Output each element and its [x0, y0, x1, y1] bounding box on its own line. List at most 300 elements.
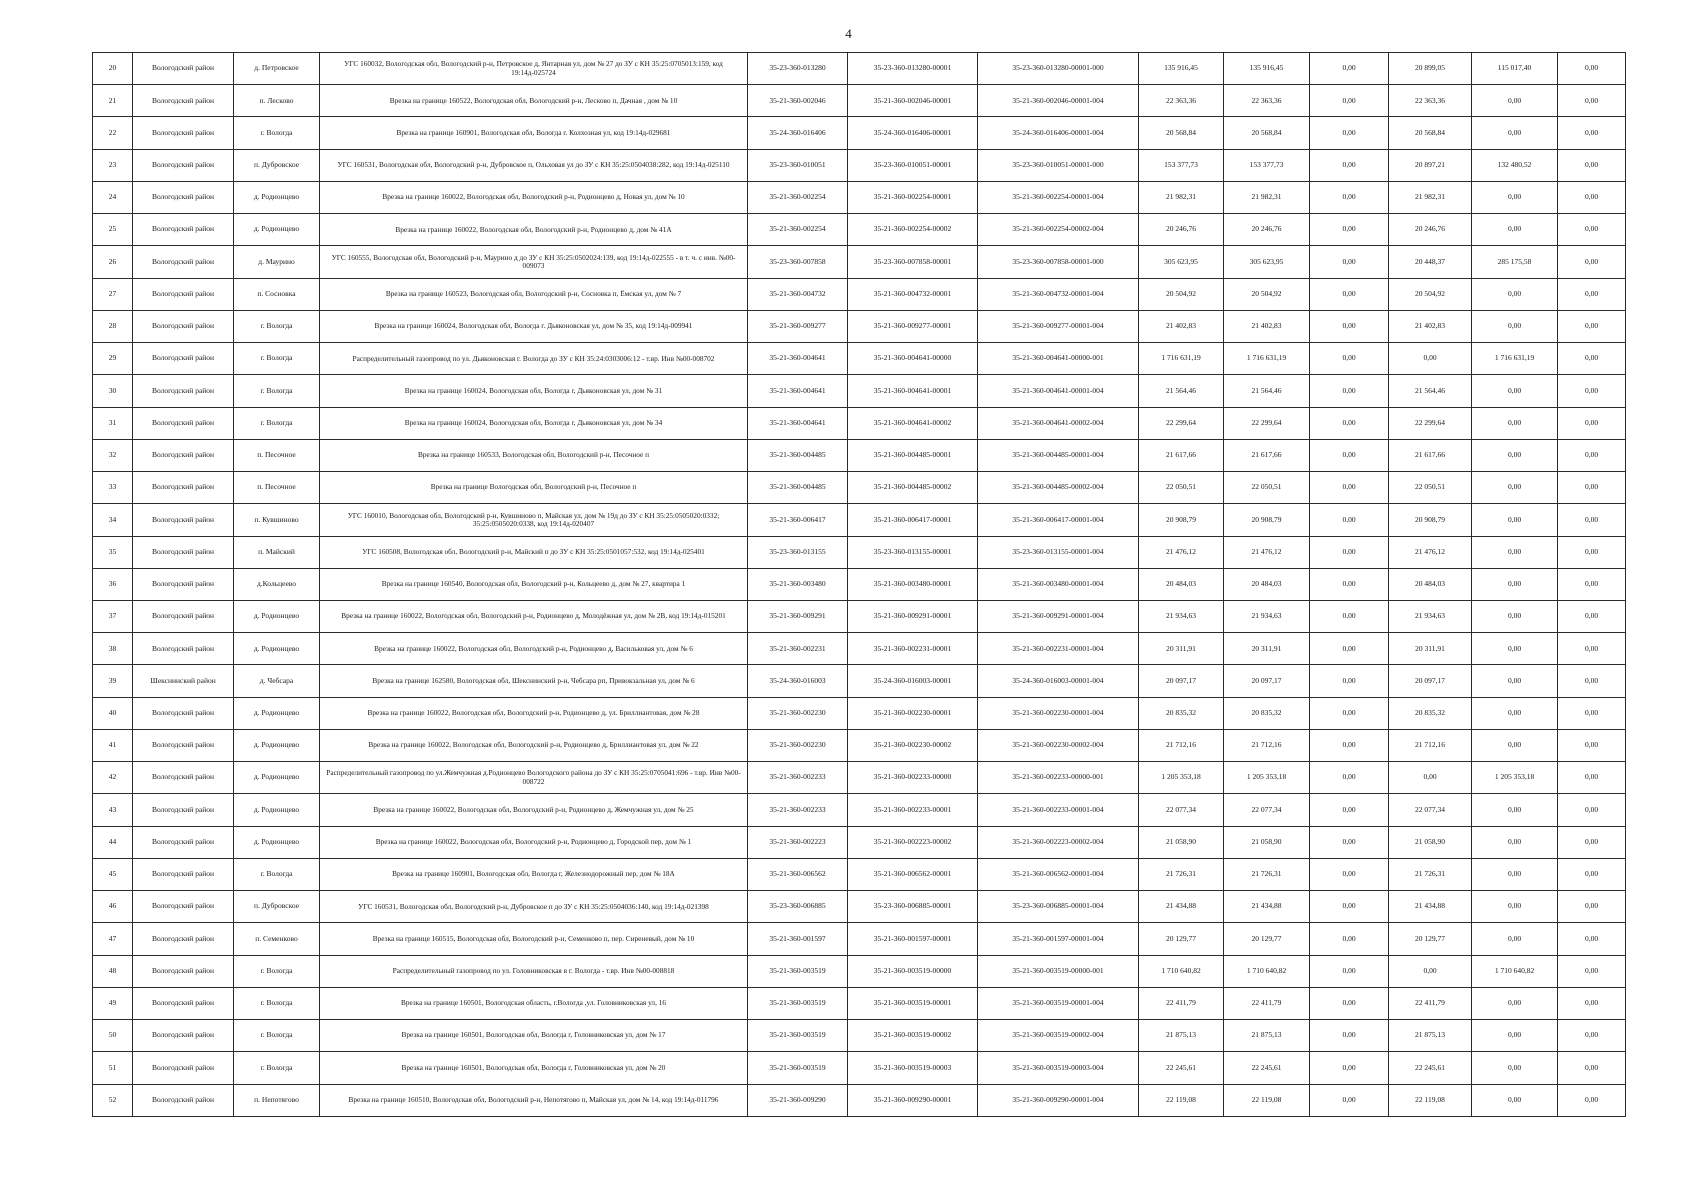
object-code-cell: 35-21-360-003519 [748, 955, 848, 987]
row-number-cell: 50 [93, 1020, 133, 1052]
district-cell: Вологодский район [133, 149, 234, 181]
district-cell: Вологодский район [133, 343, 234, 375]
address-cell: УГС 160531, Вологодская обл, Вологодский р-н, Дубровское п, Ольховая ул до ЗУ с КН 35:25:0504038:282, код 19:14д-025110 [320, 149, 748, 181]
row-number-cell: 27 [93, 278, 133, 310]
amount-book-cell: 20 246,76 [1224, 214, 1310, 246]
settlement-cell: г. Вологда [234, 987, 320, 1019]
settlement-cell: п. Лесково [234, 85, 320, 117]
full-code-cell: 35-21-360-006417-00001-004 [978, 504, 1139, 536]
address-cell: УГС 160531, Вологодская обл, Вологодский р-н, Дубровское п до ЗУ с КН 35:25:0504036:140, код 19:14д-021398 [320, 891, 748, 923]
sub-object-code-cell: 35-21-360-002233-00000 [848, 762, 978, 794]
register-table [92, 52, 1626, 1117]
amount-c4-cell: 21 434,88 [1389, 891, 1472, 923]
sub-object-code-cell: 35-21-360-002254-00002 [848, 214, 978, 246]
amount-c4-cell: 20 448,37 [1389, 246, 1472, 278]
full-code-cell: 35-21-360-002233-00000-001 [978, 762, 1139, 794]
amount-total-cell: 22 411,79 [1139, 987, 1224, 1019]
amount-c4-cell: 0,00 [1389, 343, 1472, 375]
full-code-cell: 35-21-360-004641-00001-004 [978, 375, 1139, 407]
amount-c4-cell: 20 908,79 [1389, 504, 1472, 536]
amount-c3-cell: 0,00 [1310, 1084, 1389, 1117]
row-number-cell: 37 [93, 600, 133, 632]
amount-c6-cell: 0,00 [1558, 343, 1626, 375]
sub-object-code-cell: 35-21-360-002230-00002 [848, 729, 978, 761]
table-row [93, 343, 1626, 375]
district-cell: Вологодский район [133, 1020, 234, 1052]
row-number-cell: 46 [93, 891, 133, 923]
amount-c6-cell: 0,00 [1558, 278, 1626, 310]
amount-total-cell: 22 119,08 [1139, 1084, 1224, 1117]
amount-c3-cell: 0,00 [1310, 826, 1389, 858]
district-cell: Вологодский район [133, 697, 234, 729]
amount-total-cell: 1 205 353,18 [1139, 762, 1224, 794]
row-number-cell: 25 [93, 214, 133, 246]
sub-object-code-cell: 35-24-360-016406-00001 [848, 117, 978, 149]
amount-c4-cell: 20 129,77 [1389, 923, 1472, 955]
full-code-cell: 35-21-360-002254-00001-004 [978, 181, 1139, 213]
amount-total-cell: 20 311,91 [1139, 633, 1224, 665]
district-cell: Вологодский район [133, 278, 234, 310]
amount-c5-cell: 0,00 [1472, 214, 1558, 246]
address-cell: Распределительный газопровод по ул. Дьяконовская г. Вологда до ЗУ с КН 35:24:0303006:12 - т.вр. Инв №00-008702 [320, 343, 748, 375]
settlement-cell: п. Песочное [234, 439, 320, 471]
amount-c4-cell: 20 835,32 [1389, 697, 1472, 729]
settlement-cell: г. Вологда [234, 375, 320, 407]
amount-c5-cell: 0,00 [1472, 600, 1558, 632]
row-number-cell: 22 [93, 117, 133, 149]
row-number-cell: 38 [93, 633, 133, 665]
full-code-cell: 35-21-360-009290-00001-004 [978, 1084, 1139, 1117]
amount-c3-cell: 0,00 [1310, 181, 1389, 213]
amount-c5-cell: 0,00 [1472, 568, 1558, 600]
address-cell: Врезка на границе 160024, Вологодская обл, Вологда г, Дьяконовская ул, дом № 31 [320, 375, 748, 407]
amount-c3-cell: 0,00 [1310, 633, 1389, 665]
address-cell: Врезка на границе 160523, Вологодская обл, Вологодский р-н, Сосновка п, Ёмская ул, дом № 7 [320, 278, 748, 310]
table-row [93, 633, 1626, 665]
row-number-cell: 51 [93, 1052, 133, 1084]
amount-c3-cell: 0,00 [1310, 375, 1389, 407]
amount-c4-cell: 22 245,61 [1389, 1052, 1472, 1084]
amount-c4-cell: 21 402,83 [1389, 310, 1472, 342]
object-code-cell: 35-21-360-002230 [748, 729, 848, 761]
amount-total-cell: 153 377,73 [1139, 149, 1224, 181]
sub-object-code-cell: 35-23-360-013155-00001 [848, 536, 978, 568]
full-code-cell: 35-21-360-004641-00000-001 [978, 343, 1139, 375]
table-row [93, 246, 1626, 278]
settlement-cell: п. Кувшиново [234, 504, 320, 536]
amount-c6-cell: 0,00 [1558, 600, 1626, 632]
settlement-cell: д. Родионцево [234, 600, 320, 632]
amount-c6-cell: 0,00 [1558, 504, 1626, 536]
amount-c3-cell: 0,00 [1310, 439, 1389, 471]
amount-c3-cell: 0,00 [1310, 1020, 1389, 1052]
amount-c5-cell: 1 716 631,19 [1472, 343, 1558, 375]
object-code-cell: 35-21-360-003519 [748, 987, 848, 1019]
amount-c3-cell: 0,00 [1310, 504, 1389, 536]
amount-c4-cell: 21 476,12 [1389, 536, 1472, 568]
amount-c5-cell: 0,00 [1472, 923, 1558, 955]
amount-c4-cell: 20 246,76 [1389, 214, 1472, 246]
table-body [93, 53, 1626, 1117]
sub-object-code-cell: 35-21-360-002233-00001 [848, 794, 978, 826]
full-code-cell: 35-23-360-013155-00001-004 [978, 536, 1139, 568]
row-number-cell: 28 [93, 310, 133, 342]
district-cell: Вологодский район [133, 246, 234, 278]
district-cell: Шекснинский район [133, 665, 234, 697]
row-number-cell: 21 [93, 85, 133, 117]
table-row [93, 923, 1626, 955]
amount-total-cell: 20 129,77 [1139, 923, 1224, 955]
amount-book-cell: 22 119,08 [1224, 1084, 1310, 1117]
amount-book-cell: 22 077,34 [1224, 794, 1310, 826]
table-row [93, 891, 1626, 923]
district-cell: Вологодский район [133, 794, 234, 826]
amount-book-cell: 20 908,79 [1224, 504, 1310, 536]
district-cell: Вологодский район [133, 729, 234, 761]
object-code-cell: 35-21-360-002233 [748, 794, 848, 826]
amount-c3-cell: 0,00 [1310, 310, 1389, 342]
object-code-cell: 35-21-360-009277 [748, 310, 848, 342]
amount-c3-cell: 0,00 [1310, 343, 1389, 375]
amount-book-cell: 20 311,91 [1224, 633, 1310, 665]
amount-c6-cell: 0,00 [1558, 375, 1626, 407]
amount-c4-cell: 0,00 [1389, 955, 1472, 987]
amount-book-cell: 22 299,64 [1224, 407, 1310, 439]
address-cell: Врезка на границе 160022, Вологодская обл, Вологодский р-н, Родионцево д, ул. Бриллиантовая, дом № 28 [320, 697, 748, 729]
district-cell: Вологодский район [133, 310, 234, 342]
sub-object-code-cell: 35-21-360-002231-00001 [848, 633, 978, 665]
amount-c6-cell: 0,00 [1558, 568, 1626, 600]
settlement-cell: д. Родионцево [234, 633, 320, 665]
table-row [93, 697, 1626, 729]
address-cell: УГС 160508, Вологодская обл, Вологодский р-н, Майский п до ЗУ с КН 35:25:0501057:532, код 19:14д-025401 [320, 536, 748, 568]
object-code-cell: 35-21-360-004485 [748, 439, 848, 471]
amount-c6-cell: 0,00 [1558, 1052, 1626, 1084]
amount-c3-cell: 0,00 [1310, 85, 1389, 117]
amount-book-cell: 20 129,77 [1224, 923, 1310, 955]
row-number-cell: 47 [93, 923, 133, 955]
amount-c4-cell: 21 564,46 [1389, 375, 1472, 407]
address-cell: Врезка на границе 160501, Вологодская область, г.Вологда ,ул. Головниковская ул, 16 [320, 987, 748, 1019]
amount-c3-cell: 0,00 [1310, 987, 1389, 1019]
district-cell: Вологодский район [133, 439, 234, 471]
row-number-cell: 45 [93, 858, 133, 890]
settlement-cell: д. Родионцево [234, 794, 320, 826]
sub-object-code-cell: 35-21-360-001597-00001 [848, 923, 978, 955]
full-code-cell: 35-21-360-002223-00002-004 [978, 826, 1139, 858]
amount-c6-cell: 0,00 [1558, 762, 1626, 794]
settlement-cell: г. Вологда [234, 310, 320, 342]
amount-book-cell: 135 916,45 [1224, 53, 1310, 85]
district-cell: Вологодский район [133, 1052, 234, 1084]
sub-object-code-cell: 35-21-360-006417-00001 [848, 504, 978, 536]
settlement-cell: д. Родионцево [234, 762, 320, 794]
full-code-cell: 35-21-360-002233-00001-004 [978, 794, 1139, 826]
table-row [93, 1084, 1626, 1117]
table-row [93, 955, 1626, 987]
full-code-cell: 35-21-360-001597-00001-004 [978, 923, 1139, 955]
full-code-cell: 35-21-360-004485-00002-004 [978, 472, 1139, 504]
amount-c6-cell: 0,00 [1558, 665, 1626, 697]
table-row [93, 117, 1626, 149]
full-code-cell: 35-21-360-003480-00001-004 [978, 568, 1139, 600]
amount-book-cell: 20 504,92 [1224, 278, 1310, 310]
amount-total-cell: 21 712,16 [1139, 729, 1224, 761]
table-row [93, 85, 1626, 117]
object-code-cell: 35-21-360-002233 [748, 762, 848, 794]
address-cell: УГС 160010, Вологодская обл, Вологодский р-н, Кувшиново п, Майская ул, дом № 19д до ЗУ с КН 35:25:0505020:0332; 35:25:0505020:0338, код 19:14д-020407 [320, 504, 748, 536]
object-code-cell: 35-21-360-002231 [748, 633, 848, 665]
amount-c5-cell: 1 205 353,18 [1472, 762, 1558, 794]
settlement-cell: д. Родионцево [234, 729, 320, 761]
amount-c5-cell: 0,00 [1472, 858, 1558, 890]
object-code-cell: 35-21-360-004732 [748, 278, 848, 310]
amount-c3-cell: 0,00 [1310, 472, 1389, 504]
amount-c6-cell: 0,00 [1558, 858, 1626, 890]
amount-c6-cell: 0,00 [1558, 53, 1626, 85]
amount-c5-cell: 0,00 [1472, 891, 1558, 923]
amount-c3-cell: 0,00 [1310, 697, 1389, 729]
amount-c5-cell: 0,00 [1472, 536, 1558, 568]
settlement-cell: п. Семенково [234, 923, 320, 955]
amount-c6-cell: 0,00 [1558, 987, 1626, 1019]
row-number-cell: 41 [93, 729, 133, 761]
district-cell: Вологодский район [133, 891, 234, 923]
object-code-cell: 35-23-360-010051 [748, 149, 848, 181]
sub-object-code-cell: 35-24-360-016003-00001 [848, 665, 978, 697]
amount-c5-cell: 0,00 [1472, 633, 1558, 665]
amount-total-cell: 1 710 640,82 [1139, 955, 1224, 987]
object-code-cell: 35-21-360-006417 [748, 504, 848, 536]
amount-book-cell: 21 434,88 [1224, 891, 1310, 923]
amount-c4-cell: 22 050,51 [1389, 472, 1472, 504]
object-code-cell: 35-21-360-002254 [748, 181, 848, 213]
settlement-cell: д. Родионцево [234, 214, 320, 246]
amount-c6-cell: 0,00 [1558, 826, 1626, 858]
amount-total-cell: 135 916,45 [1139, 53, 1224, 85]
amount-total-cell: 22 299,64 [1139, 407, 1224, 439]
address-cell: Врезка на границе 160024, Вологодская обл, Вологда г, Дьяконовская ул, дом № 34 [320, 407, 748, 439]
amount-total-cell: 20 835,32 [1139, 697, 1224, 729]
amount-c3-cell: 0,00 [1310, 665, 1389, 697]
amount-c6-cell: 0,00 [1558, 955, 1626, 987]
amount-c6-cell: 0,00 [1558, 85, 1626, 117]
amount-c3-cell: 0,00 [1310, 568, 1389, 600]
row-number-cell: 30 [93, 375, 133, 407]
amount-c5-cell: 0,00 [1472, 665, 1558, 697]
row-number-cell: 35 [93, 536, 133, 568]
address-cell: УГС 160555, Вологодская обл, Вологодский р-н, Маурино д до ЗУ с КН 35:25:0502024:139, код 19:14д-022555 - в т. ч. с инв. №00-009073 [320, 246, 748, 278]
address-cell: Врезка на границе 160522, Вологодская обл, Вологодский р-н, Лесково п, Дачная , дом № 10 [320, 85, 748, 117]
amount-c4-cell: 21 934,63 [1389, 600, 1472, 632]
row-number-cell: 29 [93, 343, 133, 375]
address-cell: Врезка на границе 160022, Вологодская обл, Вологодский р-н, Родионцево д, Новая ул, дом № 10 [320, 181, 748, 213]
district-cell: Вологодский район [133, 1084, 234, 1117]
amount-c3-cell: 0,00 [1310, 729, 1389, 761]
amount-c5-cell: 285 175,58 [1472, 246, 1558, 278]
amount-total-cell: 1 716 631,19 [1139, 343, 1224, 375]
amount-c4-cell: 22 119,08 [1389, 1084, 1472, 1117]
amount-c5-cell: 115 017,40 [1472, 53, 1558, 85]
amount-total-cell: 20 484,03 [1139, 568, 1224, 600]
settlement-cell: д. Петровское [234, 53, 320, 85]
district-cell: Вологодский район [133, 85, 234, 117]
amount-c5-cell: 0,00 [1472, 310, 1558, 342]
full-code-cell: 35-23-360-013280-00001-000 [978, 53, 1139, 85]
settlement-cell: г. Вологда [234, 407, 320, 439]
full-code-cell: 35-21-360-004485-00001-004 [978, 439, 1139, 471]
sub-object-code-cell: 35-21-360-002223-00002 [848, 826, 978, 858]
amount-total-cell: 21 564,46 [1139, 375, 1224, 407]
sub-object-code-cell: 35-21-360-003519-00000 [848, 955, 978, 987]
amount-total-cell: 305 623,95 [1139, 246, 1224, 278]
amount-c6-cell: 0,00 [1558, 633, 1626, 665]
amount-book-cell: 22 050,51 [1224, 472, 1310, 504]
district-cell: Вологодский район [133, 375, 234, 407]
settlement-cell: г. Вологда [234, 858, 320, 890]
address-cell: Врезка на границе 162580, Вологодская обл, Шекснинский р-н, Чебсара рп, Привокзальная ул, дом № 6 [320, 665, 748, 697]
address-cell: Врезка на границе 160022, Вологодская обл, Вологодский р-н, Родионцево д, Молодёжная ул, дом № 2В, код 19:14д-015201 [320, 600, 748, 632]
amount-c3-cell: 0,00 [1310, 858, 1389, 890]
settlement-cell: п. Песочное [234, 472, 320, 504]
object-code-cell: 35-23-360-013155 [748, 536, 848, 568]
amount-c6-cell: 0,00 [1558, 310, 1626, 342]
object-code-cell: 35-21-360-004641 [748, 407, 848, 439]
amount-book-cell: 21 617,66 [1224, 439, 1310, 471]
amount-c4-cell: 22 077,34 [1389, 794, 1472, 826]
amount-book-cell: 1 710 640,82 [1224, 955, 1310, 987]
district-cell: Вологодский район [133, 826, 234, 858]
amount-c5-cell: 0,00 [1472, 439, 1558, 471]
amount-c4-cell: 20 568,84 [1389, 117, 1472, 149]
amount-c3-cell: 0,00 [1310, 600, 1389, 632]
amount-book-cell: 21 476,12 [1224, 536, 1310, 568]
row-number-cell: 33 [93, 472, 133, 504]
object-code-cell: 35-21-360-004485 [748, 472, 848, 504]
amount-c4-cell: 20 504,92 [1389, 278, 1472, 310]
table-row [93, 1020, 1626, 1052]
row-number-cell: 34 [93, 504, 133, 536]
table-row [93, 665, 1626, 697]
sub-object-code-cell: 35-21-360-004641-00000 [848, 343, 978, 375]
district-cell: Вологодский район [133, 633, 234, 665]
table-row [93, 762, 1626, 794]
table-row [93, 214, 1626, 246]
amount-book-cell: 21 934,63 [1224, 600, 1310, 632]
amount-c6-cell: 0,00 [1558, 1020, 1626, 1052]
full-code-cell: 35-21-360-002254-00002-004 [978, 214, 1139, 246]
amount-book-cell: 20 097,17 [1224, 665, 1310, 697]
object-code-cell: 35-21-360-003480 [748, 568, 848, 600]
table-row [93, 568, 1626, 600]
sub-object-code-cell: 35-23-360-010051-00001 [848, 149, 978, 181]
row-number-cell: 48 [93, 955, 133, 987]
address-cell: Врезка на границе 160022, Вологодская обл, Вологодский р-н, Родионцево д, Жемчужная ул, дом № 25 [320, 794, 748, 826]
amount-book-cell: 21 564,46 [1224, 375, 1310, 407]
amount-book-cell: 22 245,61 [1224, 1052, 1310, 1084]
district-cell: Вологодский район [133, 600, 234, 632]
amount-total-cell: 21 058,90 [1139, 826, 1224, 858]
amount-total-cell: 21 402,83 [1139, 310, 1224, 342]
district-cell: Вологодский район [133, 181, 234, 213]
amount-c4-cell: 20 899,05 [1389, 53, 1472, 85]
amount-c3-cell: 0,00 [1310, 214, 1389, 246]
object-code-cell: 35-21-360-001597 [748, 923, 848, 955]
amount-c5-cell: 0,00 [1472, 504, 1558, 536]
amount-c5-cell: 0,00 [1472, 85, 1558, 117]
amount-c6-cell: 0,00 [1558, 794, 1626, 826]
settlement-cell: д. Маурино [234, 246, 320, 278]
amount-c5-cell: 0,00 [1472, 1020, 1558, 1052]
settlement-cell: п. Сосновка [234, 278, 320, 310]
settlement-cell: г. Вологда [234, 117, 320, 149]
district-cell: Вологодский район [133, 987, 234, 1019]
table-row [93, 858, 1626, 890]
sub-object-code-cell: 35-21-360-009290-00001 [848, 1084, 978, 1117]
amount-c5-cell: 0,00 [1472, 407, 1558, 439]
settlement-cell: п. Дубровское [234, 891, 320, 923]
settlement-cell: п. Майский [234, 536, 320, 568]
amount-c6-cell: 0,00 [1558, 697, 1626, 729]
amount-book-cell: 21 712,16 [1224, 729, 1310, 761]
amount-c4-cell: 20 484,03 [1389, 568, 1472, 600]
address-cell: Врезка на границе 160022, Вологодская обл, Вологодский р-н, Родионцево д, Городской пер, дом № 1 [320, 826, 748, 858]
full-code-cell: 35-24-360-016406-00001-004 [978, 117, 1139, 149]
table-row [93, 181, 1626, 213]
amount-book-cell: 21 058,90 [1224, 826, 1310, 858]
address-cell: Врезка на границе 160510, Вологодская обл, Вологодский р-н, Непотягово п, Майская ул, дом № 14, код 19:14д-011796 [320, 1084, 748, 1117]
amount-book-cell: 21 402,83 [1224, 310, 1310, 342]
sub-object-code-cell: 35-21-360-006562-00001 [848, 858, 978, 890]
district-cell: Вологодский район [133, 568, 234, 600]
settlement-cell: п. Непотягово [234, 1084, 320, 1117]
amount-c3-cell: 0,00 [1310, 1052, 1389, 1084]
address-cell: Врезка на границе 160022, Вологодская обл, Вологодский р-н, Родионцево д, Васильковая ул, дом № 6 [320, 633, 748, 665]
sub-object-code-cell: 35-21-360-004641-00002 [848, 407, 978, 439]
amount-c5-cell: 0,00 [1472, 987, 1558, 1019]
row-number-cell: 26 [93, 246, 133, 278]
object-code-cell: 35-21-360-009291 [748, 600, 848, 632]
full-code-cell: 35-21-360-009291-00001-004 [978, 600, 1139, 632]
table-row [93, 375, 1626, 407]
settlement-cell: д. Родионцево [234, 826, 320, 858]
amount-book-cell: 20 835,32 [1224, 697, 1310, 729]
object-code-cell: 35-21-360-002254 [748, 214, 848, 246]
settlement-cell: г. Вологда [234, 1020, 320, 1052]
amount-c4-cell: 21 058,90 [1389, 826, 1472, 858]
settlement-cell: д. Родионцево [234, 697, 320, 729]
sub-object-code-cell: 35-21-360-003519-00001 [848, 987, 978, 1019]
amount-c6-cell: 0,00 [1558, 891, 1626, 923]
amount-c4-cell: 22 299,64 [1389, 407, 1472, 439]
district-cell: Вологодский район [133, 407, 234, 439]
amount-book-cell: 21 982,31 [1224, 181, 1310, 213]
district-cell: Вологодский район [133, 923, 234, 955]
amount-book-cell: 22 411,79 [1224, 987, 1310, 1019]
sub-object-code-cell: 35-21-360-002046-00001 [848, 85, 978, 117]
amount-total-cell: 20 504,92 [1139, 278, 1224, 310]
object-code-cell: 35-21-360-004641 [748, 375, 848, 407]
sub-object-code-cell: 35-21-360-009277-00001 [848, 310, 978, 342]
amount-total-cell: 21 982,31 [1139, 181, 1224, 213]
row-number-cell: 40 [93, 697, 133, 729]
amount-c4-cell: 20 097,17 [1389, 665, 1472, 697]
amount-c5-cell: 0,00 [1472, 794, 1558, 826]
address-cell: Врезка на границе 160501, Вологодская обл, Вологда г, Головниковская ул, дом № 17 [320, 1020, 748, 1052]
district-cell: Вологодский район [133, 53, 234, 85]
full-code-cell: 35-21-360-004641-00002-004 [978, 407, 1139, 439]
amount-c3-cell: 0,00 [1310, 794, 1389, 826]
